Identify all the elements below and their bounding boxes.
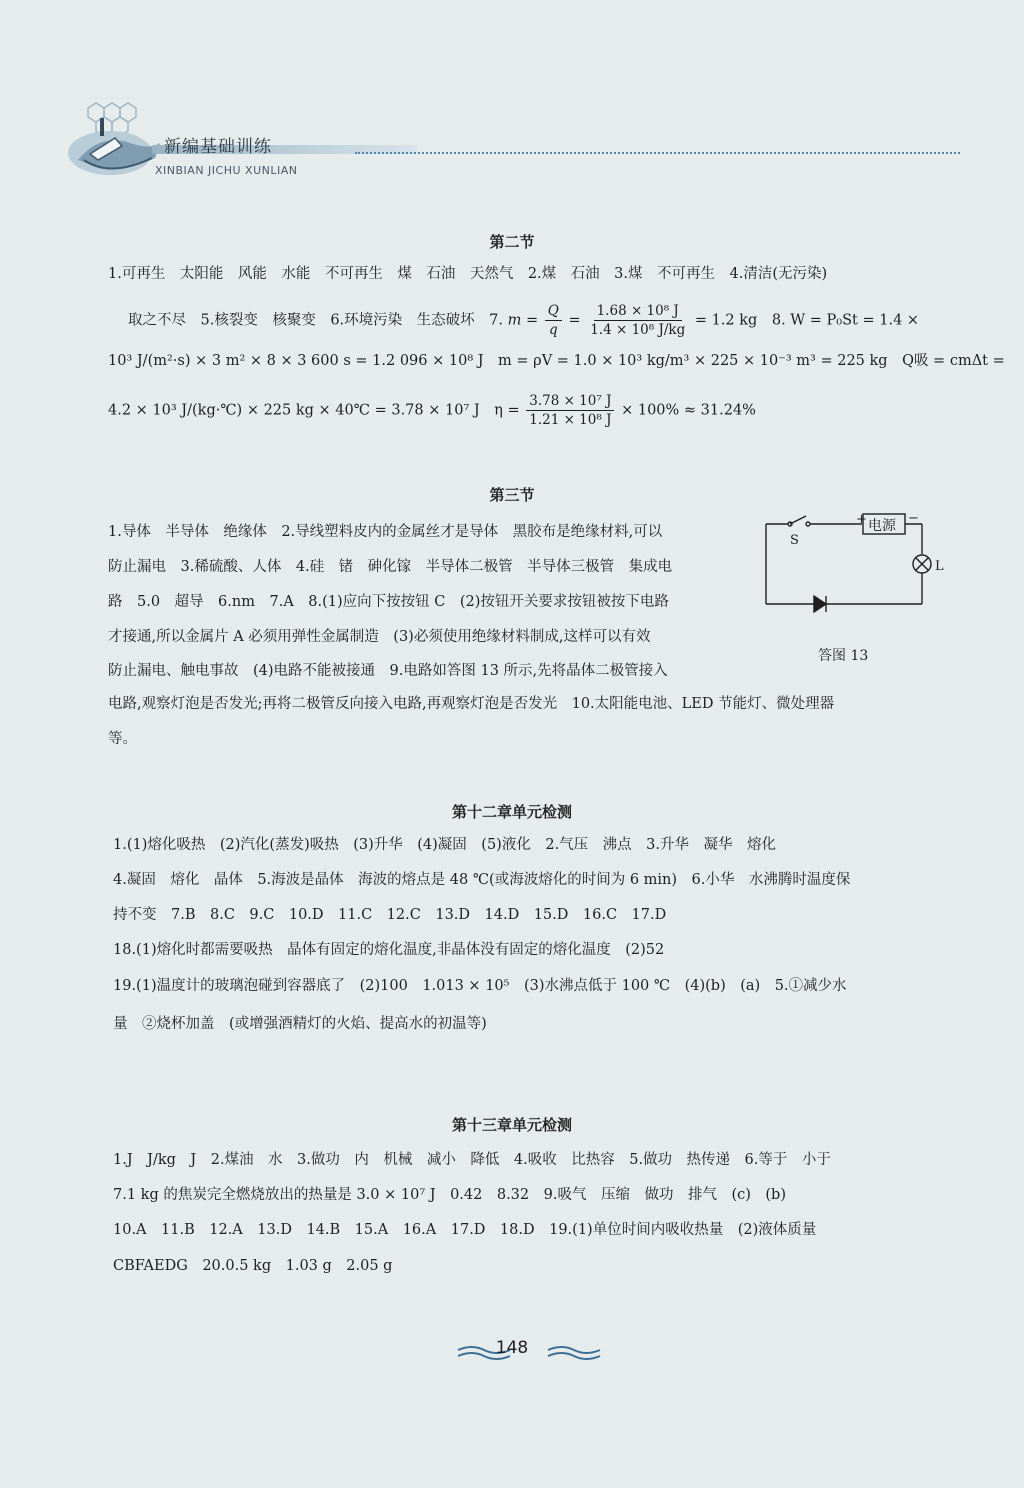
section3-line: 路 5.0 超导 6.nm 7.A 8.(1)应向下按按钮 C (2)按钮开关要求按钮被按下电路 bbox=[108, 594, 669, 610]
text: 4.2 × 10³ J/(kg·℃) × 225 kg × 40℃ = 3.78 × 10⁷ J η = bbox=[108, 402, 520, 419]
chapter12-line: 1.(1)熔化吸热 (2)汽化(蒸发)吸热 (3)升华 (4)凝固 (5)液化 2.气压 沸点 3.升华 凝华 熔化 bbox=[113, 837, 777, 853]
section3-line: 等。 bbox=[108, 731, 137, 747]
fraction-denominator: 1.4 × 10⁸ J/kg bbox=[590, 322, 686, 338]
switch-contact bbox=[806, 522, 810, 526]
chapter12-line: 持不变 7.B 8.C 9.C 10.D 11.C 12.C 13.D 14.D 15.D 16.C 17.D bbox=[113, 907, 667, 923]
wave-right-icon bbox=[546, 1344, 602, 1362]
fraction-numerator: 1.68 × 10⁸ J bbox=[594, 302, 682, 321]
switch-label: S bbox=[790, 533, 799, 548]
chapter12-line: 18.(1)熔化时都需要吸热 晶体有固定的熔化温度,非晶体没有固定的熔化温度 (2)52 bbox=[113, 942, 665, 958]
fraction-denominator: 1.21 × 10⁸ J bbox=[529, 412, 612, 428]
header-divider bbox=[355, 152, 960, 154]
text: 取之不尽 5.核裂变 核聚变 6.环境污染 生态破坏 7. bbox=[128, 312, 504, 329]
chapter12-line: 19.(1)温度计的玻璃泡碰到容器底了 (2)100 1.013 × 10⁵ (3)水沸点低于 100 ℃ (4)(b) (a) 5.①减少水 bbox=[113, 978, 847, 994]
fraction bbox=[526, 392, 614, 429]
plus-label: + bbox=[856, 512, 867, 527]
text: m = bbox=[507, 312, 539, 329]
fraction bbox=[545, 302, 562, 339]
text: = 1.2 kg 8. W = P₀St = 1.4 × bbox=[694, 312, 920, 329]
section3-line: 防止漏电、触电事故 (4)电路不能被接通 9.电路如答图 13 所示,先将晶体二极管接入 bbox=[108, 663, 668, 679]
section3-title: 第三节 bbox=[489, 486, 535, 504]
text: = bbox=[568, 312, 581, 329]
fraction-numerator: Q bbox=[545, 302, 562, 321]
brand-title: 新编基础训练 bbox=[164, 137, 272, 157]
fraction bbox=[587, 302, 688, 339]
section2-line bbox=[108, 392, 756, 429]
section2-title: 第二节 bbox=[489, 233, 535, 251]
section3-line: 1.导体 半导体 绝缘体 2.导线塑料皮内的金属丝才是导体 黑胶布是绝缘材料,可以 bbox=[108, 524, 663, 540]
fraction-numerator: 3.78 × 10⁷ J bbox=[526, 392, 614, 411]
switch-lever-icon bbox=[790, 516, 806, 524]
chapter13-title: 第十三章单元检测 bbox=[451, 1116, 572, 1134]
section3-line: 才接通,所以金属片 A 必须用弹性金属制造 (3)必须使用绝缘材料制成,这样可以有效 bbox=[108, 629, 651, 645]
lamp-label: L bbox=[935, 559, 944, 574]
section3-line: 电路,观察灯泡是否发光;再将二极管反向接入电路,再观察灯泡是否发光 10.太阳能电池、LED 节能灯、微处理器 bbox=[108, 696, 835, 712]
power-label: 电源 bbox=[868, 518, 896, 534]
page-header bbox=[60, 98, 960, 193]
page-number: 148 bbox=[495, 1338, 529, 1358]
section2-line: 1.可再生 太阳能 风能 水能 不可再生 煤 石油 天然气 2.煤 石油 3.煤 不可再生 4.清洁(无污染) bbox=[108, 266, 828, 282]
circuit-diagram bbox=[762, 512, 952, 622]
diode-icon bbox=[814, 596, 826, 612]
chapter13-line: 10.A 11.B 12.A 13.D 14.B 15.A 16.A 17.D 18.D 19.(1)单位时间内吸收热量 (2)液体质量 bbox=[113, 1222, 817, 1238]
section2-line bbox=[128, 302, 919, 339]
chapter12-line: 4.凝固 熔化 晶体 5.海波是晶体 海波的熔点是 48 ℃(或海波熔化的时间为 6 min) 6.小华 水沸腾时温度保 bbox=[113, 872, 851, 888]
figure-caption: 答图 13 bbox=[818, 648, 869, 664]
text: × 100% ≈ 31.24% bbox=[621, 402, 756, 419]
section2-line: 10³ J/(m²·s) × 3 m² × 8 × 3 600 s = 1.2 096 × 10⁸ J m = ρV = 1.0 × 10³ kg/m³ × 225 × 10⁻³ m³ = 225 kg Q吸 = cmΔt = bbox=[108, 353, 1005, 369]
chapter12-title: 第十二章单元检测 bbox=[451, 803, 572, 821]
brand-subtitle: XINBIAN JICHU XUNLIAN bbox=[155, 164, 298, 177]
section3-line: 防止漏电 3.稀硫酸、人体 4.硅 锗 砷化镓 半导体二极管 半导体三极管 集成电 bbox=[108, 559, 673, 575]
chapter13-line: 1.J J/kg J 2.煤油 水 3.做功 内 机械 减小 降低 4.吸收 比热容 5.做功 热传递 6.等于 小于 bbox=[113, 1152, 831, 1168]
chapter13-line: 7.1 kg 的焦炭完全燃烧放出的热量是 3.0 × 10⁷ J 0.42 8.32 9.吸气 压缩 做功 排气 (c) (b) bbox=[113, 1187, 787, 1203]
fraction-denominator: q bbox=[548, 322, 558, 338]
chapter12-line: 量 ②烧杯加盖 (或增强酒精灯的火焰、提高水的初温等) bbox=[113, 1016, 487, 1032]
chapter13-line: CBFAEDG 20.0.5 kg 1.03 g 2.05 g bbox=[113, 1258, 393, 1274]
minus-label: − bbox=[908, 512, 919, 526]
